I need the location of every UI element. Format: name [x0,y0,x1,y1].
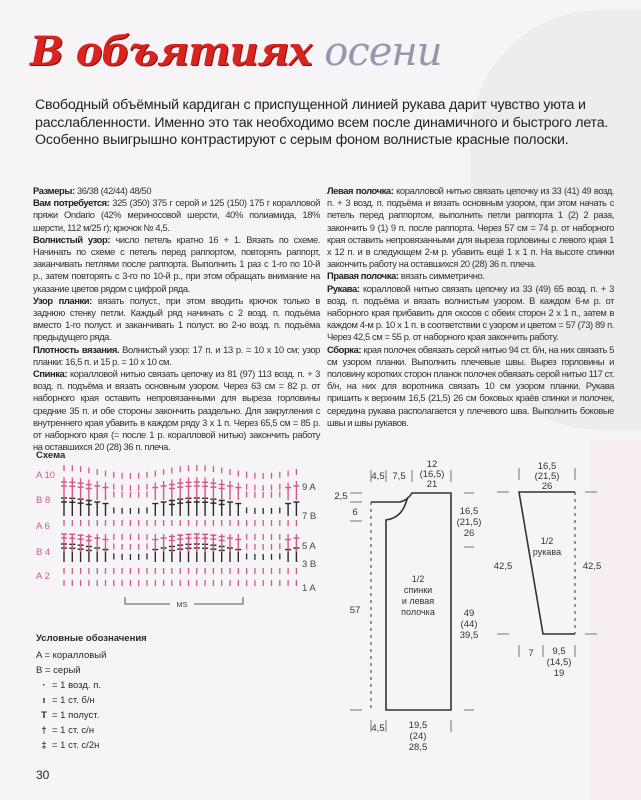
paragraph-text: вязать полуст., при этом вводить крючок только в заднюю стенку петли. Каждый ряд начинать с 2 возд. п. подъёма вместо 1-го полуст. и заканчивать 1 полуст. во 2-ю возд. п. подъёма предыдущего ряда. [33,294,320,343]
dim-label: 6 [352,507,358,518]
row-label: B 4 [36,547,51,558]
piece-label: спинки [403,585,433,595]
paragraph-heading: Спинка: [33,368,68,380]
paragraph-text: 325 (350) 375 г серой и 125 (150) 175 г коралловой пряжи Ondario (42% мериносовой шерсти, 40% полиамида, 18% шерсти, 112 м/25 г); крючок № 4,5. [33,197,320,233]
dim-label: 19,5 [408,720,428,731]
paragraph-text: Волнистый узор: 17 п. и 13 р. = 10 х 10 см; узор планки: 16,5 п. и 15 р. = 10 х 10 см. [33,343,320,367]
paragraph-heading: Правая полочка: [327,270,399,282]
paragraph-text: вязать симметрично. [398,270,485,282]
dim-label: 9,5 [552,646,566,657]
stitch-symbol-icon: ‡ [41,740,47,751]
paragraph-text: число петель кратно 16 + 1. Вязать по схеме. Начинать по схеме с петель перед раппортом, повторять раппорт, заканчивать петлями после раппорта. Выполнить 1 раз с 1-го по 10-й р., затем повторять с 3-го по 10-й р., при этом обращать внимание на указание цветов рядом с цифрой ряда. [33,233,320,294]
dim-label: 42,5 [582,561,602,572]
dim-label: (14,5) [546,657,572,668]
row-label: 1 A [302,583,316,594]
dim-label: 39,5 [459,630,479,641]
stitch-symbol-icon: T [41,710,47,721]
stitch-symbol-icon: ı [42,695,46,706]
row-label: A 10 [36,470,56,481]
dim-label: (24) [409,731,427,742]
row-label: B 8 [36,495,51,506]
legend-text: A = коралловый [36,650,107,661]
title-part-2: осени [324,29,442,75]
piece-label: и левая [401,596,435,606]
dim-label: (44) [460,619,478,630]
legend-text: = 1 ст. б/н [52,695,95,706]
paragraph-heading: Размеры: [33,185,75,196]
paragraph-text: коралловой нитью связать цепочку из 33 (49) 65 возд. п. + 3 возд. п. подъёма и вязать волнистым узором. В каждом 6-м р. от наборного края прибавить для скосов с обеих сторон 2 х 1 п., затем в каждом 4-м р. 10 х 1 п. в соответствии с узором и цветом = 57 (73) 89 п. Через 42,5 см = 55 р. от наборного края закончить работу. [327,282,614,343]
dim-label: 16,5 [537,461,557,472]
stitch-symbol-icon: · [42,680,46,691]
dim-label: (16,5) [419,469,445,480]
row-label: A 2 [36,571,50,582]
page-number: 30 [36,768,50,782]
paragraph-heading: Левая полочка: [327,185,394,196]
dim-label: 7,5 [392,471,406,482]
dim-label: 2,5 [334,491,348,502]
dim-label: 57 [349,605,361,616]
paragraph-heading: Вам потребуется: [33,197,110,209]
row-label: 5 A [302,541,316,552]
dim-label: 19 [553,668,565,679]
row-label: 3 B [302,559,317,570]
piece-label: 1/2 [411,574,425,584]
paragraph-text: края полочек обвязать серой нитью 94 ст. б/н, на них связать 5 см узором планки. Выполнить плечевые швы. Вырез горловины и половину коротких сторон планок полочек обвязать серой нитью 117 ст. б/н, на них для воротника связать 10 см узором планки. Рукава пришить к верхним 16,5 (21,5) 26 см боковых краёв спинки и полочек, середина рукава располагается у плечевого шва. Выполнить боковые швы и швы рукавов. [327,343,614,428]
paragraph-text: 36/38 (42/44) 48/50 [74,185,152,196]
title-part-1: В объятиях [30,28,312,75]
paragraph-text: коралловой нитью связать цепочку из 33 (41) 49 возд. п. + 3 возд. п. подъёма и вязать основным узором, при этом начать с петель перед раппортом, выполнить петли раппорта 1 (2) 2 раза, закончить 9 (1) 9 п. после раппорта. Через 57 см = 74 р. от наборного края оставить непровязанными для выреза горловины с левого края 1 х 12 п. и в следующем 2-м р. убавить ещё 1 х 1 п. На высоте спинки закончить работу на оставшихся 20 (28) 36 п. плеча. [327,185,614,270]
row-label: A 6 [36,521,50,532]
legend-text: B = серый [36,665,81,676]
paragraph-heading: Плотность вязания. [33,343,120,355]
paragraph-heading: Рукава: [327,282,360,294]
sleeve-outline [519,492,575,634]
row-label: 9 A [302,482,316,493]
dim-label: (21,5) [534,471,560,482]
dim-label: 26 [541,481,553,492]
dim-label: 28,5 [408,742,428,753]
legend-text: = 1 ст. с/н [52,725,95,736]
dim-label: (21,5) [456,517,482,528]
dim-label: 49 [463,608,475,619]
stitch-symbol-icon: † [41,725,47,736]
paragraph-heading: Волнистый узор: [33,233,111,245]
dim-label: 4,5 [371,723,385,734]
dim-label: 4,5 [371,471,385,482]
repeat-label: MS [176,600,188,609]
paragraph-text: коралловой нитью связать цепочку из 81 (97) 113 возд. п. + 3 возд. п. подъёма и вязать основным узором. Через 63 см = 82 р. от наборного края оставить непровязанными для выреза горловины средние 35 п. и обе стороны закончить раздельно. Для закругления с внутреннего края убавить в каждом ряду 3 х 1 п. Через 65,5 см = 85 р. от наборного края (= после 1 р. коралловой нитью) закончить работу на оставшихся 20 (28) 36 п. плеча. [33,368,320,453]
piece-label: рукава [532,547,562,557]
row-label: 7 B [302,511,317,522]
legend-text: = 1 возд. п. [52,680,101,691]
intro-text: Свободный объёмный кардиган с приспущенной линией рукава дарит чувство уюта и расслабленности. Именно это так необходимо всем после динамичного и быстрого лета. Особенно выигрышно контрастируют с серым фоном волнистые красные полоски. [35,97,609,148]
legend-title: Условные обозначения [36,633,147,644]
dim-label: 16,5 [459,506,479,517]
dim-label: 7 [528,648,534,659]
legend-text: = 1 полуст. [52,710,100,721]
piece-label: полочка [401,607,435,617]
dim-label: 12 [426,459,438,470]
dim-label: 42,5 [493,561,513,572]
legend-text: = 1 ст. с/2н [52,740,100,751]
dim-label: 26 [463,528,475,539]
paragraph-heading: Узор планки: [33,294,92,306]
paragraph-heading: Сборка: [327,343,362,355]
piece-label: 1/2 [540,536,554,546]
schema-title: Схема [36,450,66,461]
dim-label: 21 [426,479,438,490]
